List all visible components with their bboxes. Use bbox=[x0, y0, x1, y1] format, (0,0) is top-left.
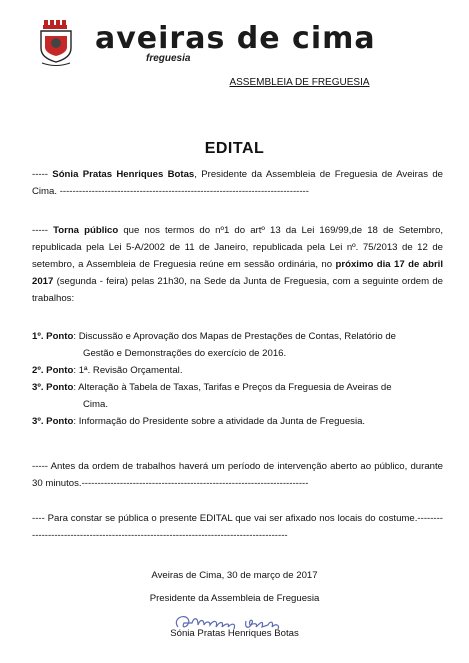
agenda-label: 1º. Ponto bbox=[32, 331, 74, 342]
agenda-label: 2º. Ponto bbox=[32, 365, 74, 376]
agenda-text-cont: Cima. bbox=[83, 399, 109, 410]
agenda-text: : 1ª. Revisão Orçamental. bbox=[73, 365, 183, 376]
agenda-text: : Informação do Presidente sobre a atividade da Junta de Freguesia. bbox=[73, 416, 366, 427]
logo-subtitle: freguesia bbox=[146, 53, 191, 64]
agenda-list bbox=[32, 328, 443, 430]
notice-paragraph bbox=[32, 222, 443, 307]
agenda-label: 3º. Ponto bbox=[32, 416, 74, 427]
page-title: EDITAL bbox=[204, 140, 265, 157]
assembly-heading: ASSEMBLEIA DE FREGUESIA bbox=[229, 77, 370, 88]
intro-paragraph bbox=[32, 166, 443, 200]
notice-bold-1: Torna público bbox=[53, 225, 119, 236]
signatory-role: Presidente da Assembleia de Freguesia bbox=[149, 593, 320, 604]
signatory-name: Sónia Pratas Henriques Botas bbox=[170, 628, 299, 639]
notice-text-2: (segunda - feira) pelas 21h30, na Sede da Junta de Freguesia, com a seguinte ordem de trabalhos: bbox=[32, 276, 443, 304]
place-date: Aveiras de Cima, 30 de março de 2017 bbox=[151, 570, 318, 581]
publish-paragraph: ---- Para constar se pública o presente EDITAL que vai ser afixado nos locais do costume.---------------------------------------------------------------------------------------- bbox=[32, 513, 443, 541]
notice-date: próximo dia 17 de abril 2017 bbox=[32, 259, 444, 287]
agenda-item bbox=[32, 413, 443, 430]
agenda-text-cont: Gestão e Demonstrações do exercício de 2016. bbox=[83, 348, 287, 359]
agenda-text: : Alteração à Tabela de Taxas, Tarifas e Preços da Freguesia de Aveiras de bbox=[73, 382, 392, 393]
notice-text-1: que nos termos do nº1 do artº 13 da Lei 169/99,de 18 de Setembro, republicada pela Lei 5-A/2002 de 11 de Janeiro, republicada pela Lei nº. 75/2013 de 12 de setembro, a Assembleia de Freguesia reúne em sessão ordinária, no bbox=[32, 225, 443, 270]
agenda-item bbox=[32, 328, 443, 362]
logo-text: aveiras de cima bbox=[95, 21, 376, 56]
agenda-label: 3º. Ponto bbox=[32, 382, 74, 393]
agenda-text: : Discussão e Aprovação dos Mapas de Prestações de Contas, Relatório de bbox=[73, 331, 396, 342]
intro-dashes: ----- bbox=[32, 169, 53, 180]
intro-rest: , Presidente da Assembleia de Freguesia de Aveiras de Cima. ------------------------------------------------------------------------------ bbox=[32, 169, 443, 197]
before-order-paragraph: ----- Antes da ordem de trabalhos haverá um período de intervenção aberto ao público, durante 30 minutos.----------------------------------------------------------------------- bbox=[32, 461, 443, 489]
president-name: Sónia Pratas Henriques Botas bbox=[52, 169, 195, 180]
agenda-item bbox=[32, 362, 443, 379]
agenda-item bbox=[32, 379, 443, 413]
parish-crest-icon bbox=[38, 20, 74, 68]
notice-dashes: ----- bbox=[32, 225, 54, 236]
